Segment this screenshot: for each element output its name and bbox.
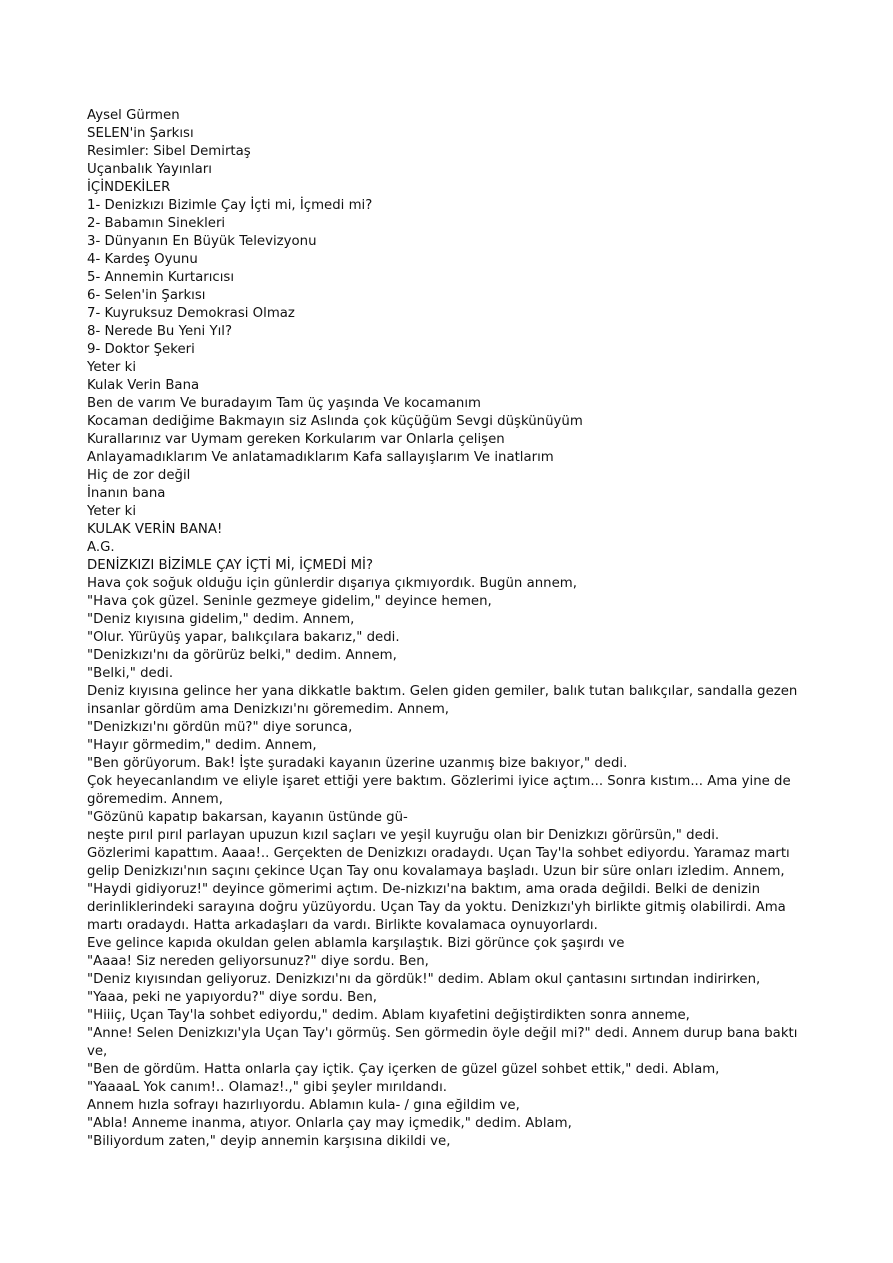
toc-item: 2- Babamın Sinekleri xyxy=(87,216,226,231)
paragraph: "Deniz kıyısından geliyoruz. Denizkızı'nı da gördük!" dedim. Ablam okul çantasını sırtından indirirken, xyxy=(87,972,761,987)
poem-line: KULAK VERİN BANA! xyxy=(87,522,223,537)
toc-item: 9- Doktor Şekeri xyxy=(87,342,195,357)
toc-item: 1- Denizkızı Bizimle Çay İçti mi, İçmedi mi? xyxy=(87,198,373,213)
poem-line: Yeter ki xyxy=(87,360,137,375)
document-page xyxy=(87,107,807,1151)
toc-item: 3- Dünyanın En Büyük Televizyonu xyxy=(87,234,317,249)
paragraph: neşte pırıl pırıl parlayan upuzun kızıl saçları ve yeşil kuyruğu olan bir Denizkızı görürsün," dedi. xyxy=(87,828,720,843)
poem-line: Kocaman dediğime Bakmayın siz Aslında çok küçüğüm Sevgi düşkünüyüm xyxy=(87,414,583,429)
paragraph: "Biliyordum zaten," deyip annemin karşısına dikildi ve, xyxy=(87,1134,451,1149)
paragraph: "Belki," dedi. xyxy=(87,666,174,681)
paragraph: "Ben de gördüm. Hatta onlarla çay içtik. Çay içerken de güzel güzel sohbet ettik," dedi. Ablam, xyxy=(87,1062,720,1077)
toc-item: 5- Annemin Kurtarıcısı xyxy=(87,270,235,285)
author-name: Aysel Gürmen xyxy=(87,108,180,123)
toc-item: 8- Nerede Bu Yeni Yıl? xyxy=(87,324,233,339)
poem-title: Kulak Verin Bana xyxy=(87,378,200,393)
paragraph: Deniz kıyısına gelince her yana dikkatle baktım. Gelen giden gemiler, balık tutan balıkçılar, sandalla gezen insanlar gördüm ama Denizkızı'nı göremedim. Annem, xyxy=(87,684,798,717)
paragraph: "Hiiiç, Uçan Tay'la sohbet ediyordu," dedim. Ablam kıyafetini değiştirdikten sonra anneme, xyxy=(87,1008,690,1023)
paragraph: "Aaaa! Siz nereden geliyorsunuz?" diye sordu. Ben, xyxy=(87,954,429,969)
toc-item: 4- Kardeş Oyunu xyxy=(87,252,198,267)
paragraph: "Hayır görmedim," dedim. Annem, xyxy=(87,738,317,753)
chapter-heading: DENİZKIZI BİZİMLE ÇAY İÇTİ Mİ, İÇMEDİ Mİ? xyxy=(87,558,374,573)
book-title: SELEN'in Şarkısı xyxy=(87,126,194,141)
poem-line: Yeter ki xyxy=(87,504,137,519)
paragraph: "Hava çok güzel. Seninle gezmeye gidelim," deyince hemen, xyxy=(87,594,492,609)
poem-line: Anlayamadıklarım Ve anlatamadıklarım Kafa sallayışlarım Ve inatlarım xyxy=(87,450,554,465)
toc-item: 6- Selen'in Şarkısı xyxy=(87,288,206,303)
poem-signature: A.G. xyxy=(87,540,115,555)
paragraph: "Anne! Selen Denizkızı'yla Uçan Tay'ı görmüş. Sen görmedin öyle değil mi?" dedi. Annem durup bana baktı ve, xyxy=(87,1026,798,1059)
paragraph: "Ben görüyorum. Bak! İşte şuradaki kayanın üzerine uzanmış bize bakıyor," dedi. xyxy=(87,756,628,771)
paragraph: "Deniz kıyısına gidelim," dedim. Annem, xyxy=(87,612,355,627)
illustrator-credit: Resimler: Sibel Demirtaş xyxy=(87,144,251,159)
paragraph: "YaaaaL Yok canım!.. Olamaz!.," gibi şeyler mırıldandı. xyxy=(87,1080,448,1095)
paragraph: "Denizkızı'nı da görürüz belki," dedim. Annem, xyxy=(87,648,397,663)
poem-line: İnanın bana xyxy=(87,486,166,501)
paragraph: Gözlerimi kapattım. Aaaa!.. Gerçekten de Denizkızı oradaydı. Uçan Tay'la sohbet ediyordu. Yaramaz martı gelip Denizkızı'nın saçını çekince Uçan Tay onu kovalamaya başladı. Uzun bir süre onları izledim. Annem, xyxy=(87,846,790,879)
publisher-name: Uçanbalık Yayınları xyxy=(87,162,212,177)
toc-heading: İÇİNDEKİLER xyxy=(87,180,171,195)
paragraph: "Olur. Yürüyüş yapar, balıkçılara bakarız," dedi. xyxy=(87,630,400,645)
paragraph: Eve gelince kapıda okuldan gelen ablamla karşılaştık. Bizi görünce çok şaşırdı ve xyxy=(87,936,625,951)
paragraph: "Abla! Anneme inanma, atıyor. Onlarla çay may içmedik," dedim. Ablam, xyxy=(87,1116,572,1131)
paragraph: "Gözünü kapatıp bakarsan, kayanın üstünde gü- xyxy=(87,810,408,825)
paragraph: Çok heyecanlandım ve eliyle işaret ettiği yere baktım. Gözlerimi iyice açtım... Sonra kıstım... Ama yine de göremedim. Annem, xyxy=(87,774,791,807)
poem-line: Kurallarınız var Uymam gereken Korkularım var Onlarla çelişen xyxy=(87,432,505,447)
paragraph: "Denizkızı'nı gördün mü?" diye sorunca, xyxy=(87,720,353,735)
poem-line: Hiç de zor değil xyxy=(87,468,191,483)
paragraph: Annem hızla sofrayı hazırlıyordu. Ablamın kula- / gına eğildim ve, xyxy=(87,1098,520,1113)
poem-line: Ben de varım Ve buradayım Tam üç yaşında Ve kocamanım xyxy=(87,396,482,411)
paragraph: Hava çok soğuk olduğu için günlerdir dışarıya çıkmıyordık. Bugün annem, xyxy=(87,576,577,591)
paragraph: "Haydi gidiyoruz!" deyince gömerimi açtım. De-nizkızı'na baktım, ama orada değildi. Belki de denizin derinliklerindeki sarayına doğru yüzüyordu. Uçan Tay da yoktu. Denizkızı'yh birlikte gitmiş olabilirdi. Ama martı oradaydı. Hatta arkadaşları da vardı. Birlikte kovalamaca oynuyorlardı. xyxy=(87,882,786,933)
toc-item: 7- Kuyruksuz Demokrasi Olmaz xyxy=(87,306,295,321)
paragraph: "Yaaa, peki ne yapıyordu?" diye sordu. Ben, xyxy=(87,990,378,1005)
